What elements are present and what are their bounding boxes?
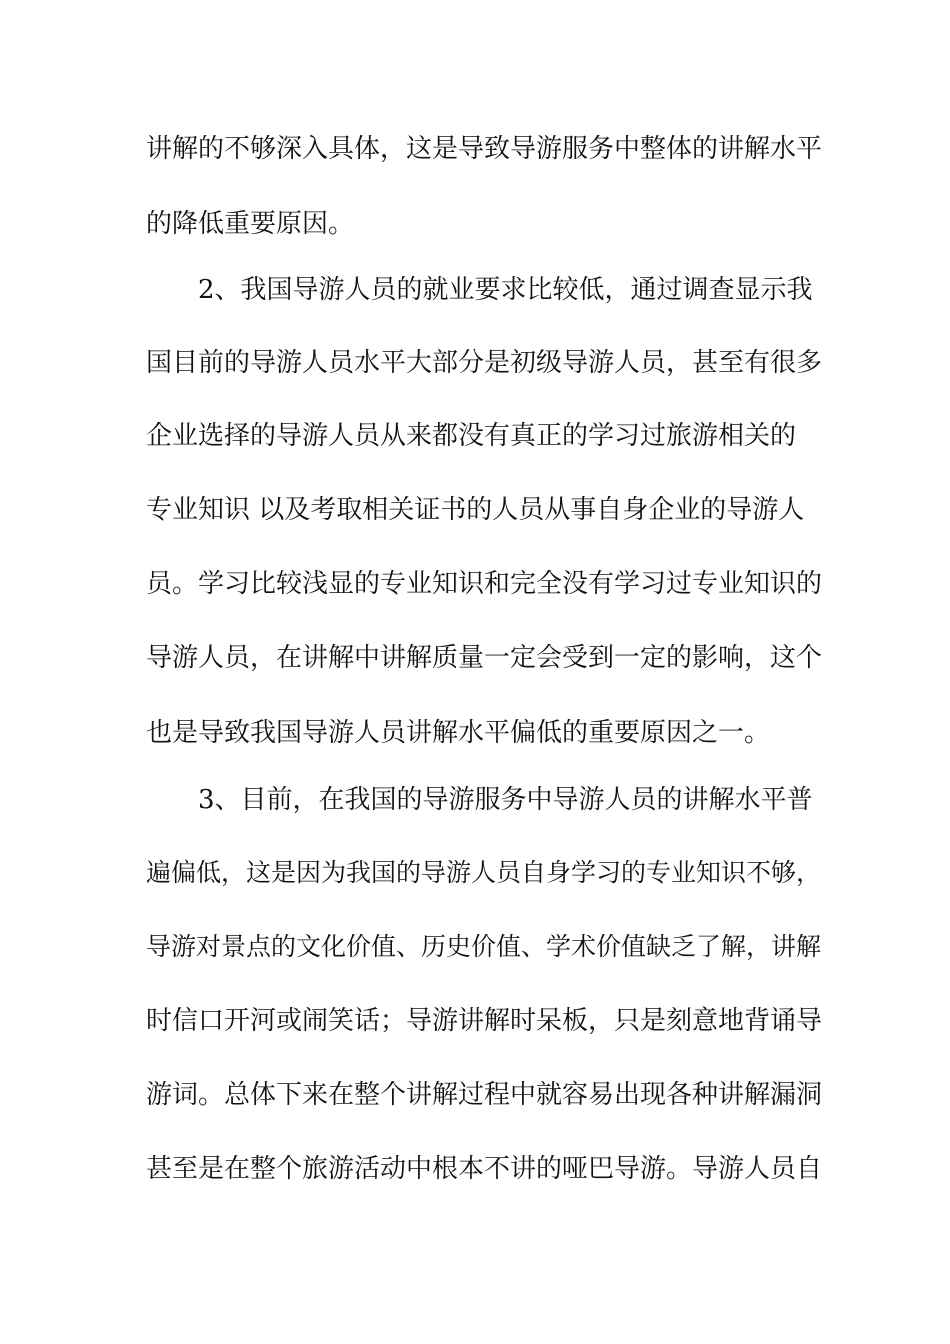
text-line-13: 时信口开河或闹笑话；导游讲解时呆板，只是刻意地背诵导	[146, 1006, 823, 1036]
text-line-2: 的降低重要原因。	[146, 209, 355, 239]
text-line-7: 员。学习比较浅显的专业知识和完全没有学习过专业知识的	[146, 569, 823, 599]
text-line-9: 也是导致我国导游人员讲解水平偏低的重要原因之一。	[146, 718, 771, 748]
text-line-10: 3、目前，在我国的导游服务中导游人员的讲解水平普	[198, 785, 813, 815]
text-line-4: 国目前的导游人员水平大部分是初级导游人员，甚至有很多	[146, 348, 823, 378]
text-line-8: 导游人员，在讲解中讲解质量一定会受到一定的影响，这个	[146, 643, 823, 673]
text-line-12: 导游对景点的文化价值、历史价值、学术价值缺乏了解，讲解	[146, 932, 822, 961]
text-line-6: 专业知识 以及考取相关证书的人员从事自身企业的导游人	[146, 495, 805, 525]
text-line-1: 讲解的不够深入具体，这是导致导游服务中整体的讲解水平	[146, 134, 823, 164]
text-line-5: 企业选择的导游人员从来都没有真正的学习过旅游相关的	[146, 421, 797, 451]
text-line-3: 2、我国导游人员的就业要求比较低，通过调查显示我	[198, 275, 813, 305]
text-line-15: 甚至是在整个旅游活动中根本不讲的哑巴导游。导游人员自	[146, 1154, 823, 1184]
text-line-14: 游词。总体下来在整个讲解过程中就容易出现各种讲解漏洞	[146, 1080, 823, 1110]
text-line-11: 遍偏低，这是因为我国的导游人员自身学习的专业知识不够，	[146, 858, 822, 887]
